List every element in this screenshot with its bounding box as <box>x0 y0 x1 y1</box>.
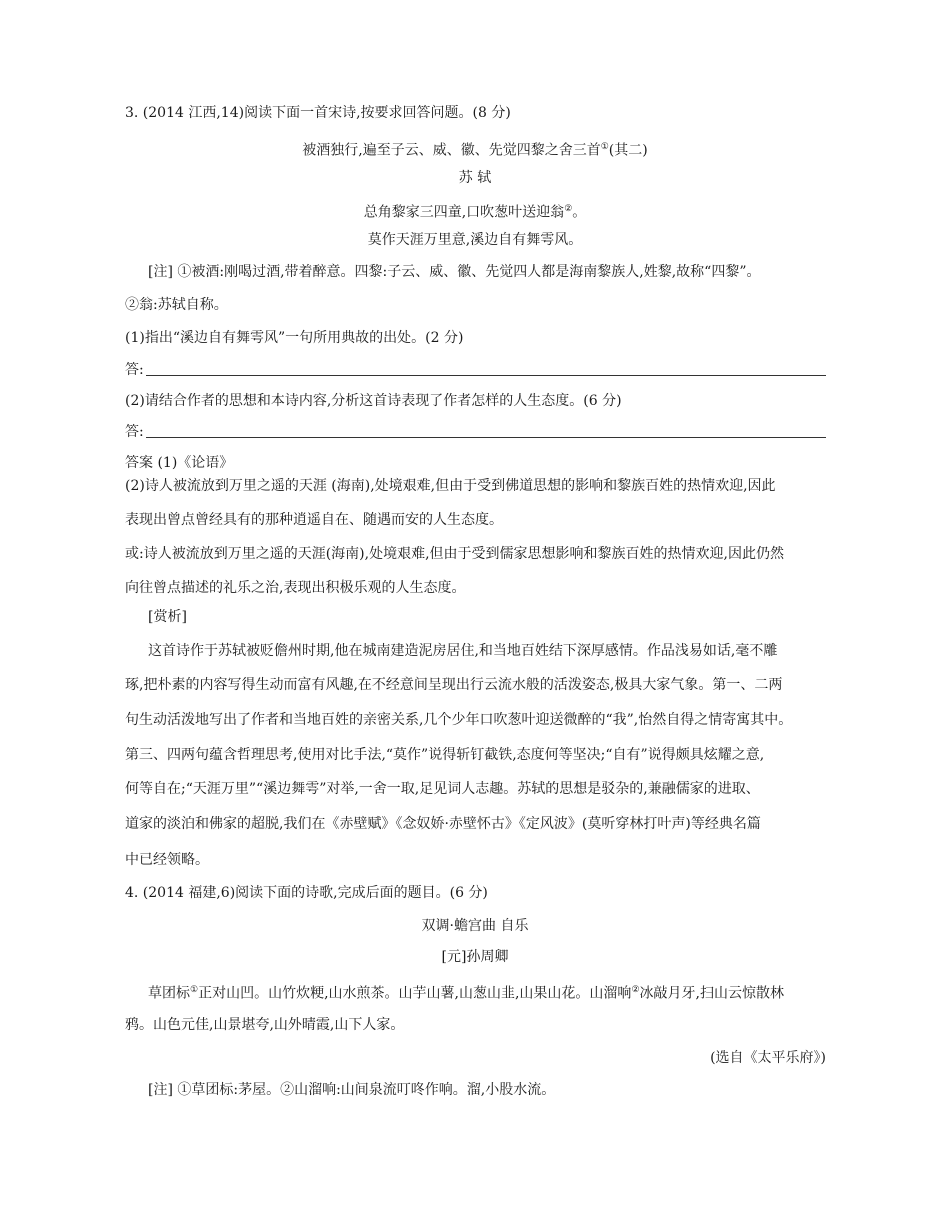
answer-2-line-1: (2)诗人被流放到万里之遥的天涯 (海南),处境艰难,但由于受到佛道思想的影响和黎族百姓的热情欢迎,因此 <box>125 478 776 494</box>
appreciation-line-1: 这首诗作于苏轼被贬儋州时期,他在城南建造泥房居住,和当地百姓结下深厚感情。作品浅易如话,毫不雕 <box>148 643 778 659</box>
poem-title: 双调·蟾宫曲 自乐 <box>421 918 529 934</box>
appreciation-line-2: 琢,把朴素的内容写得生动而富有风趣,在不经意间呈现出行云流水般的活泼姿态,极具大家气象。第一、二两 <box>125 677 783 693</box>
answer-2-line-2: 表现出曾点曾经具有的那种逍遥自在、随遇而安的人生态度。 <box>125 512 503 528</box>
footnote-marker: ② <box>631 985 640 995</box>
question-3-header: 3. (2014 江西,14)阅读下面一首宋诗,按要求回答问题。(8 分) <box>125 105 511 121</box>
poem-line-2: 莫作天涯万里意,溪边自有舞雩风。 <box>367 232 583 248</box>
poem-body-line-2: 鸦。山色元佳,山景堪夸,山外晴霞,山下人家。 <box>125 1017 405 1033</box>
footnote-marker: ① <box>600 142 609 152</box>
note-2: ②翁:苏轼自称。 <box>125 297 228 313</box>
answer-heading: 答案 (1)《论语》 <box>125 455 234 471</box>
poem-line-1 <box>0 200 950 222</box>
alt-answer-line-1: 或:诗人被流放到万里之遥的天涯(海南),处境艰难,但由于受到儒家思想影响和黎族百姓的热情欢迎,因此仍然 <box>125 546 784 562</box>
appreciation-line-3: 句生动活泼地写出了作者和当地百姓的亲密关系,几个少年口吹葱叶迎送微醉的“我”,怡然自得之情寄寓其中。 <box>125 712 793 728</box>
poem-body-line-1 <box>148 981 784 1003</box>
answer-label-2: 答: <box>125 424 144 440</box>
poem-title-suffix: (其二) <box>608 142 648 159</box>
appreciation-line-4: 第三、四两句蕴含哲理思考,使用对比手法,“莫作”说得斩钉截铁,态度何等坚决;“自有”说得颇具炫耀之意, <box>125 747 765 763</box>
poem-title <box>0 138 950 160</box>
note-1: [注] ①被酒:刚喝过酒,带着醉意。四黎:子云、威、徽、先觉四人都是海南黎族人,姓黎,故称“四黎”。 <box>148 264 761 280</box>
poem-line-1-end: 。 <box>572 204 587 221</box>
answer-line-1[interactable] <box>146 375 826 376</box>
poem-body-text: 草团标 <box>148 985 190 1002</box>
question-4-header: 4. (2014 福建,6)阅读下面的诗歌,完成后面的题目。(6 分) <box>125 885 488 901</box>
poem-author: [元]孙周卿 <box>441 949 509 965</box>
appreciation-line-5: 何等自在;“天涯万里”“溪边舞雩”对举,一舍一取,足见词人志趣。苏轼的思想是驳杂的,兼融儒家的进取、 <box>125 781 760 797</box>
poem-author: 苏 轼 <box>458 170 492 186</box>
appreciation-label: [赏析] <box>148 609 187 625</box>
poem-line-1-text: 总角黎家三四童,口吹葱叶送迎翁 <box>363 204 565 221</box>
footnote-marker: ① <box>190 985 199 995</box>
alt-answer-line-2: 向往曾点描述的礼乐之治,表现出积极乐观的人生态度。 <box>125 580 466 596</box>
poem-body-text: 正对山凹。山竹炊粳,山水煎茶。山芋山薯,山葱山韭,山果山花。山溜响 <box>198 985 632 1002</box>
sub-question-1: (1)指出“溪边自有舞雩风”一句所用典故的出处。(2 分) <box>125 330 464 346</box>
poem-body-text: 冰敲月牙,扫山云惊散林 <box>639 985 784 1002</box>
poem-title-text: 被酒独行,遍至子云、威、徽、先觉四黎之舍三首 <box>302 142 601 159</box>
answer-label-1: 答: <box>125 362 144 378</box>
poem-note: [注] ①草团标:茅屋。②山溜响:山间泉流叮咚作响。溜,小股水流。 <box>148 1082 556 1098</box>
poem-source: (选自《太平乐府》) <box>710 1050 826 1066</box>
sub-question-2: (2)请结合作者的思想和本诗内容,分析这首诗表现了作者怎样的人生态度。(6 分) <box>125 393 622 409</box>
footnote-marker: ② <box>564 204 573 214</box>
answer-line-2[interactable] <box>146 437 826 438</box>
appreciation-line-6: 道家的淡泊和佛家的超脱,我们在《赤壁赋》《念奴娇·赤壁怀古》《定风波》(莫听穿林打叶声)等经典名篇 <box>125 816 761 832</box>
appreciation-line-7: 中已经领略。 <box>125 852 209 868</box>
